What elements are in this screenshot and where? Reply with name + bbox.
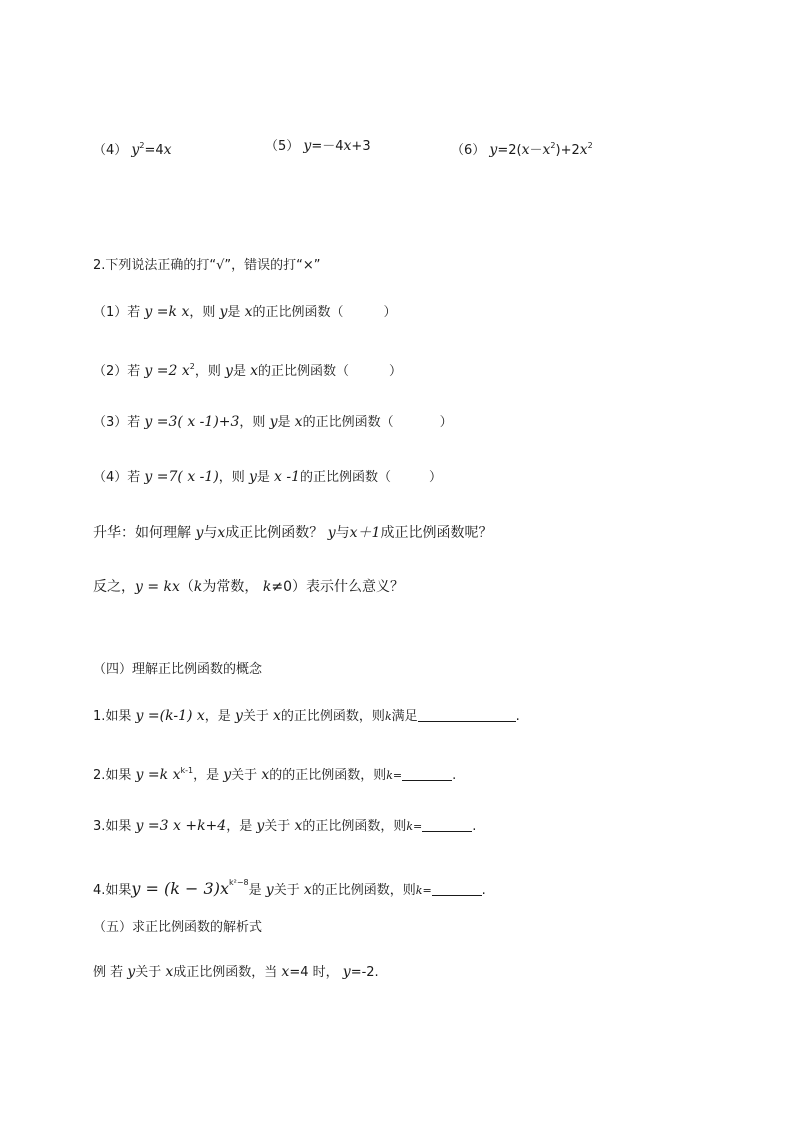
text: . [515, 709, 520, 724]
text: 4.如果 [93, 883, 132, 898]
conversely-question [93, 577, 404, 597]
text: 关于 [231, 768, 258, 783]
equation: y = kx [135, 579, 180, 595]
exponent: 2 [189, 362, 195, 371]
text: 升华：如何理解 [93, 525, 191, 541]
text: ，则 [194, 364, 221, 379]
text: . [481, 883, 486, 898]
item-5-number: （5） [265, 139, 300, 154]
var-k: k [193, 579, 203, 595]
item-number: （4）若 [93, 470, 141, 485]
var-y: y [327, 525, 336, 541]
var-y: y [225, 363, 233, 379]
var-x: x [250, 363, 258, 379]
var-x: x [165, 964, 174, 980]
text: 与 [335, 525, 350, 541]
close-paren: ） [439, 415, 453, 430]
text: ，则 [189, 305, 216, 320]
text: =-2. [350, 965, 379, 980]
text: 的正比例函数（ [302, 415, 394, 430]
var-x: x [343, 138, 352, 154]
text: 关于 [242, 709, 269, 724]
var-y: y [342, 964, 351, 980]
var-k: k= [406, 820, 423, 833]
var-x: x [261, 767, 270, 783]
equation: y =3( x -1)+3 [144, 414, 240, 430]
var-x: x [244, 304, 253, 320]
var-x: x [273, 708, 281, 724]
sec4-question-4 [93, 873, 486, 901]
sec4-question-1 [93, 706, 520, 727]
text: 与 [203, 525, 218, 541]
item-6-number: （6） [451, 143, 486, 158]
exponent: k²−8 [228, 878, 249, 887]
text: 关于 [264, 819, 291, 834]
text: 成正比例函数呢？ [380, 525, 493, 541]
expr-part: )+2 [555, 143, 580, 158]
equation: y =2 x [144, 363, 190, 379]
expr-part: =2( [497, 143, 522, 158]
var-k: k [262, 579, 272, 595]
var-x: x -1 [274, 469, 300, 485]
equals: =4 [144, 143, 164, 158]
item-6 [451, 136, 593, 161]
item-number: （2）若 [93, 364, 141, 379]
text: 成正比例函数，当 [173, 965, 278, 980]
text: ，则 [239, 415, 266, 430]
text: 的正比例函数，则 [302, 819, 407, 834]
q2-item-3 [93, 412, 453, 433]
equation: y =k x [144, 304, 190, 320]
text: . [452, 768, 457, 783]
text: 为常数， [202, 579, 259, 595]
text: 1.如果 [93, 709, 132, 724]
exponent: 2 [587, 141, 593, 150]
q2-item-2 [93, 357, 402, 382]
text: 是 [248, 883, 262, 898]
var-x: x [163, 142, 172, 158]
equation: y =3 x +k+4 [135, 818, 227, 834]
var-x: x [579, 142, 588, 158]
text: 3.如果 [93, 819, 132, 834]
exponent: k-1 [180, 766, 194, 775]
text: 是 [256, 470, 270, 485]
var-x: x [303, 882, 312, 898]
question-2-title: 2.下列说法正确的打“√”，错误的打“×” [93, 258, 321, 273]
text: 满足 [391, 709, 418, 724]
q2-item-4 [93, 467, 442, 488]
equation: y =(k-1) x [135, 708, 205, 724]
var-x: x [542, 142, 551, 158]
answer-blank[interactable] [418, 708, 516, 722]
sec4-question-2 [93, 761, 456, 786]
var-y: y [248, 469, 257, 485]
exponent: 2 [139, 141, 145, 150]
var-y: y [223, 767, 232, 783]
item-4 [93, 136, 172, 161]
var-y: y [234, 708, 243, 724]
var-k: k= [415, 884, 432, 897]
text: ，则 [218, 470, 245, 485]
var-y: y [269, 414, 278, 430]
text: 关于 [273, 883, 300, 898]
sec5-example [93, 962, 379, 983]
close-paren: ） [429, 470, 443, 485]
text: （ [179, 579, 194, 595]
answer-blank[interactable] [402, 767, 452, 781]
constant: +3 [351, 139, 371, 154]
text: 2.如果 [93, 768, 132, 783]
item-5 [265, 136, 371, 157]
text: =4 时， [289, 965, 339, 980]
var-x: x [281, 964, 290, 980]
sublime-question [93, 523, 492, 543]
equation: y = (k − 3)x [131, 879, 229, 898]
minus: － [529, 143, 543, 158]
text: 反之， [93, 579, 135, 595]
text: 是 [227, 305, 241, 320]
answer-blank[interactable] [432, 882, 482, 896]
text: 是 [277, 415, 291, 430]
item-number: （1）若 [93, 305, 141, 320]
section-4-title: （四）理解正比例函数的概念 [93, 662, 263, 677]
text: ≠0）表示什么意义？ [271, 579, 404, 595]
var-y: y [195, 525, 204, 541]
expression: x＋1 [349, 525, 381, 541]
var-y: y [219, 304, 228, 320]
var-y: y [256, 818, 265, 834]
var-k: k= [386, 769, 403, 782]
section-5-title: （五）求正比例函数的解析式 [93, 920, 263, 935]
text: 的正比例函数（ [300, 470, 392, 485]
text: ，是 [193, 768, 220, 783]
text: 的正比例函数（ [258, 364, 350, 379]
var-x: x [294, 818, 303, 834]
var-y: y [489, 142, 498, 158]
text: 的正比例函数，则 [280, 709, 385, 724]
sec4-question-3 [93, 816, 476, 837]
text: 成正比例函数？ [225, 525, 324, 541]
close-paren: ） [383, 305, 397, 320]
text: 的的正比例函数，则 [269, 768, 387, 783]
item-number: （3）若 [93, 415, 141, 430]
var-x: x [294, 414, 303, 430]
var-x: x [217, 525, 226, 541]
text: 例 若 [93, 965, 124, 980]
exponent: 2 [550, 141, 556, 150]
var-y: y [131, 142, 140, 158]
answer-blank[interactable] [422, 818, 472, 832]
var-y: y [127, 964, 136, 980]
var-k: k [384, 710, 392, 723]
var-y: y [265, 882, 274, 898]
text: ，是 [226, 819, 253, 834]
text: 的正比例函数，则 [311, 883, 416, 898]
text: 关于 [135, 965, 162, 980]
var-y: y [303, 138, 312, 154]
equals: =－4 [311, 139, 344, 154]
var-x: x [521, 142, 530, 158]
equation: y =k x [135, 767, 181, 783]
text: . [472, 819, 477, 834]
q2-item-1 [93, 302, 397, 323]
item-4-number: （4） [93, 143, 128, 158]
text: ，是 [204, 709, 231, 724]
close-paren: ） [389, 364, 403, 379]
text: 是 [232, 364, 246, 379]
equation: y =7( x -1) [144, 469, 219, 485]
text: 的正比例函数（ [252, 305, 344, 320]
